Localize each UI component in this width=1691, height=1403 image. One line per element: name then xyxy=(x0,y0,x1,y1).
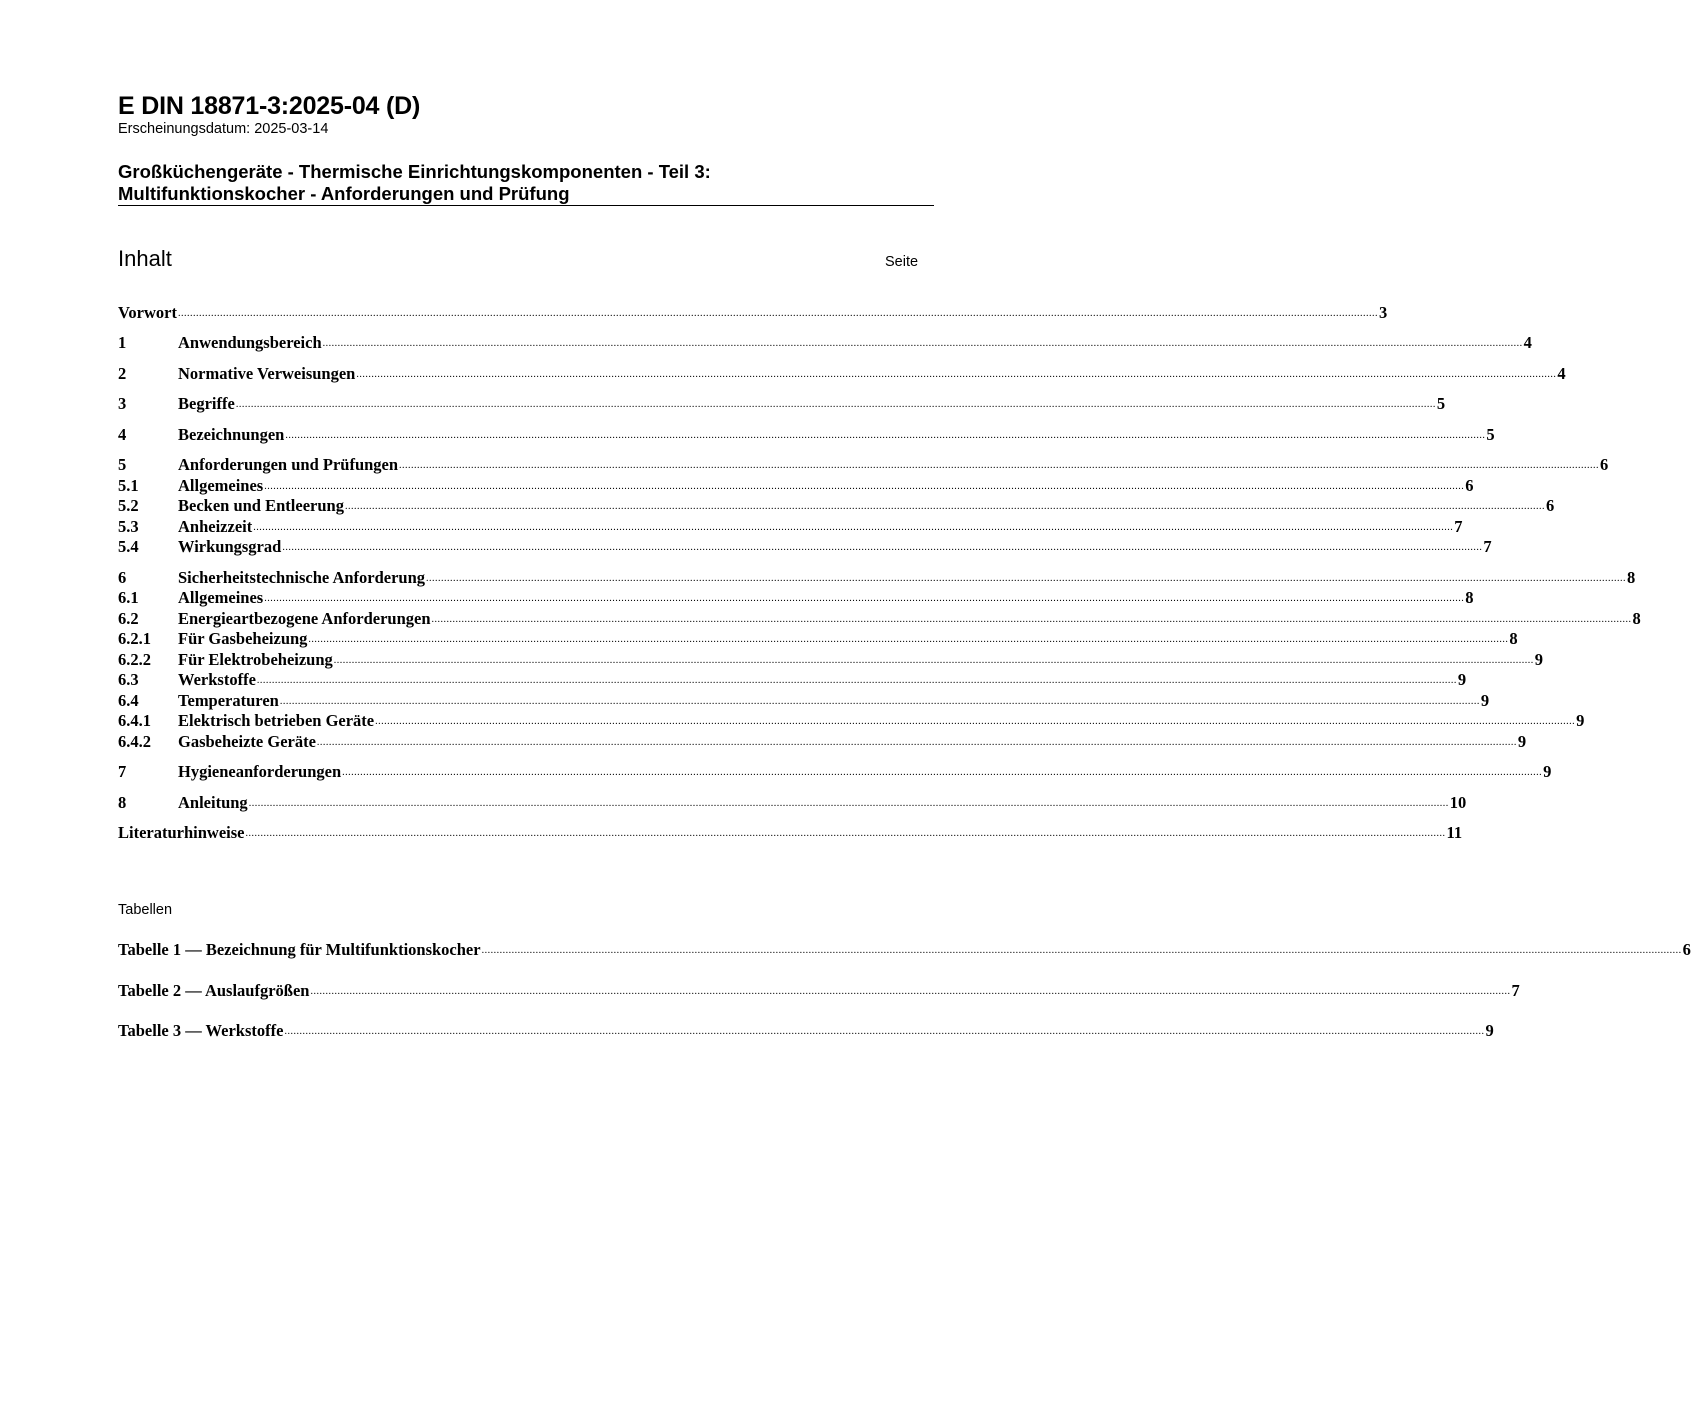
toc-entry-number: 5.4 xyxy=(118,537,139,556)
toc-entry-page: 9 xyxy=(1543,762,1552,781)
toc-entry[interactable] xyxy=(118,608,1641,628)
table-entry-page: 6 xyxy=(1682,940,1691,959)
toc-entry-title: Allgemeines xyxy=(178,476,264,495)
toc-entry-leader: ................................................................................................................................................................................................................................................................................................................................................................................................................ xyxy=(285,430,1486,441)
tables-heading: Tabellen xyxy=(118,902,173,918)
toc-entry-leader: ................................................................................................................................................................................................................................................................................................................................................................................................................ xyxy=(253,522,1454,533)
toc-entry-title: Für Elektrobeheizung xyxy=(178,650,333,669)
table-entry-title: Tabelle 1 — Bezeichnung für Multifunktionskocher xyxy=(118,940,481,959)
toc-entry-page: 8 xyxy=(1509,629,1518,648)
toc-entry-title: Sicherheitstechnische Anforderung xyxy=(178,568,426,587)
table-entry-leader: ................................................................................................................................................................................................................................................................................................................................................................................................................ xyxy=(284,1026,1485,1037)
toc-entry-number: 6.4.1 xyxy=(118,711,151,730)
toc-entry[interactable] xyxy=(118,516,1463,536)
toc-entry[interactable] xyxy=(118,628,1518,648)
toc-entry-leader: ................................................................................................................................................................................................................................................................................................................................................................................................................ xyxy=(375,716,1576,727)
toc-entry-page: 5 xyxy=(1486,425,1495,444)
toc-entry-number: 3 xyxy=(118,394,127,413)
toc-entry-leader: ................................................................................................................................................................................................................................................................................................................................................................................................................ xyxy=(316,737,1517,748)
toc-entry-leader: ................................................................................................................................................................................................................................................................................................................................................................................................................ xyxy=(245,828,1446,839)
toc-entry-page: 9 xyxy=(1480,691,1490,710)
table-entry-title: Tabelle 3 — Werkstoffe xyxy=(118,1021,284,1040)
toc-entry-leader: ................................................................................................................................................................................................................................................................................................................................................................................................................ xyxy=(308,634,1509,645)
document-title-line-2: Multifunktionskocher - Anforderungen und Prüfung xyxy=(118,183,570,204)
toc-entry-page: 6 xyxy=(1600,455,1609,474)
toc-entry-page: 10 xyxy=(1449,793,1467,812)
toc-entry-leader: ................................................................................................................................................................................................................................................................................................................................................................................................................ xyxy=(264,481,1465,492)
toc-entry-title: Vorwort xyxy=(118,303,177,322)
toc-entry-title: Anleitung xyxy=(178,793,248,812)
toc-entry-page: 4 xyxy=(1523,333,1532,352)
toc-entry[interactable] xyxy=(118,454,1609,474)
toc-entry-page: 7 xyxy=(1483,537,1492,556)
toc-entry-title: Allgemeines xyxy=(178,588,264,607)
toc-entry-number: 6.2.1 xyxy=(118,629,151,648)
table-entry[interactable] xyxy=(118,980,1520,1000)
toc-entry[interactable] xyxy=(118,587,1474,607)
toc-entry[interactable] xyxy=(118,690,1490,710)
toc-entry-number: 7 xyxy=(118,762,127,781)
toc-entry[interactable] xyxy=(118,649,1544,669)
toc-entry-page: 11 xyxy=(1446,823,1463,842)
toc-entry-page: 8 xyxy=(1632,609,1641,628)
toc-entry-leader: ................................................................................................................................................................................................................................................................................................................................................................................................................ xyxy=(333,655,1534,666)
toc-entry-page: 9 xyxy=(1576,711,1585,730)
toc-entry[interactable] xyxy=(118,731,1527,751)
toc-entry-leader: ................................................................................................................................................................................................................................................................................................................................................................................................................ xyxy=(356,369,1557,380)
toc-entry-leader: ................................................................................................................................................................................................................................................................................................................................................................................................................ xyxy=(426,573,1627,584)
toc-entry-title: Für Gasbeheizung xyxy=(178,629,308,648)
toc-entry-number: 1 xyxy=(118,333,127,352)
toc-entry[interactable] xyxy=(118,669,1467,689)
toc-entry-leader: ................................................................................................................................................................................................................................................................................................................................................................................................................ xyxy=(177,308,1378,319)
toc-entry-number: 6.4.2 xyxy=(118,732,151,751)
toc-entry-title: Becken und Entleerung xyxy=(178,496,344,515)
toc-entry-leader: ................................................................................................................................................................................................................................................................................................................................................................................................................ xyxy=(279,696,1480,707)
toc-entry-number: 5.1 xyxy=(118,476,139,495)
publication-date: Erscheinungsdatum: 2025-03-14 xyxy=(118,121,329,137)
toc-entry[interactable] xyxy=(118,424,1495,444)
toc-entry-page: 6 xyxy=(1465,476,1474,495)
toc-entry-number: 6.4 xyxy=(118,691,139,710)
toc-entry-title: Gasbeheizte Geräte xyxy=(178,732,316,751)
toc-entry-title: Temperaturen xyxy=(178,691,279,710)
table-entry-title: Tabelle 2 — Auslaufgrößen xyxy=(118,981,310,1000)
toc-entry-page: 4 xyxy=(1557,364,1566,383)
toc-entry-number: 6 xyxy=(118,568,127,587)
toc-entry-leader: ................................................................................................................................................................................................................................................................................................................................................................................................................ xyxy=(282,542,1483,553)
table-entry-leader: ................................................................................................................................................................................................................................................................................................................................................................................................................ xyxy=(310,986,1511,997)
toc-heading: Inhalt xyxy=(118,246,172,271)
toc-entry-number: 5.2 xyxy=(118,496,139,515)
toc-entry-title: Literaturhinweise xyxy=(118,823,245,842)
table-entry-page: 7 xyxy=(1511,981,1520,1000)
toc-entry[interactable] xyxy=(118,792,1467,812)
toc-entry-leader: ................................................................................................................................................................................................................................................................................................................................................................................................................ xyxy=(431,614,1632,625)
toc-entry-title: Bezeichnungen xyxy=(178,425,285,444)
document-id: E DIN 18871-3:2025-04 (D) xyxy=(118,92,421,120)
toc-entry[interactable] xyxy=(118,475,1474,495)
toc-entry[interactable] xyxy=(118,567,1636,587)
toc-entry-page: 9 xyxy=(1457,670,1467,689)
toc-entry-number: 4 xyxy=(118,425,127,444)
title-divider xyxy=(118,205,934,206)
toc-entry-leader: ................................................................................................................................................................................................................................................................................................................................................................................................................ xyxy=(248,798,1449,809)
toc-entry-title: Anwendungsbereich xyxy=(178,333,322,352)
toc-entry-number: 2 xyxy=(118,364,127,383)
toc-entry-title: Energieartbezogene Anforderungen xyxy=(178,609,431,628)
toc-entry[interactable] xyxy=(118,363,1566,383)
toc-entry-title: Anheizzeit xyxy=(178,517,253,536)
toc-entry[interactable] xyxy=(118,710,1585,730)
toc-entry-page: 7 xyxy=(1454,517,1463,536)
toc-entry[interactable] xyxy=(118,332,1532,352)
toc-entry-number: 6.2 xyxy=(118,609,139,628)
toc-entry-leader: ................................................................................................................................................................................................................................................................................................................................................................................................................ xyxy=(399,460,1600,471)
toc-entry-leader: ................................................................................................................................................................................................................................................................................................................................................................................................................ xyxy=(256,675,1457,686)
toc-entry[interactable] xyxy=(118,761,1552,781)
toc-entry-number: 5 xyxy=(118,455,127,474)
toc-entry[interactable] xyxy=(118,536,1492,556)
toc-entry-title: Anforderungen und Prüfungen xyxy=(178,455,399,474)
toc-entry-title: Begriffe xyxy=(178,394,235,413)
toc-entry-leader: ................................................................................................................................................................................................................................................................................................................................................................................................................ xyxy=(235,399,1436,410)
toc-entry-title: Werkstoffe xyxy=(178,670,256,689)
toc-entry[interactable] xyxy=(118,822,1463,842)
table-entry-page: 9 xyxy=(1485,1021,1494,1040)
toc-entry-page: 5 xyxy=(1436,394,1446,413)
toc-entry-leader: ................................................................................................................................................................................................................................................................................................................................................................................................................ xyxy=(344,501,1545,512)
toc-entry[interactable] xyxy=(118,393,1446,413)
table-entry[interactable] xyxy=(118,939,1691,959)
toc-entry-page: 8 xyxy=(1627,568,1636,587)
toc-entry-title: Hygieneanforderungen xyxy=(178,762,342,781)
document-title-line-1: Großküchengeräte - Thermische Einrichtungskomponenten - Teil 3: xyxy=(118,161,711,182)
toc-entry-leader: ................................................................................................................................................................................................................................................................................................................................................................................................................ xyxy=(322,338,1523,349)
toc-entry-number: 6.1 xyxy=(118,588,139,607)
toc-entry-title: Wirkungsgrad xyxy=(178,537,282,556)
toc-entry-page: 8 xyxy=(1465,588,1474,607)
toc-entry-leader: ................................................................................................................................................................................................................................................................................................................................................................................................................ xyxy=(264,593,1465,604)
toc-entry-page: 9 xyxy=(1517,732,1527,751)
toc-entry-title: Normative Verweisungen xyxy=(178,364,356,383)
toc-entry-page: 9 xyxy=(1534,650,1544,669)
toc-entry-page: 3 xyxy=(1378,303,1388,322)
page-column-label: Seite xyxy=(885,254,919,270)
toc-entry-number: 8 xyxy=(118,793,127,812)
table-entry-leader: ................................................................................................................................................................................................................................................................................................................................................................................................................ xyxy=(481,945,1682,956)
toc-entry-number: 6.2.2 xyxy=(118,650,151,669)
toc-entry-page: 6 xyxy=(1545,496,1555,515)
toc-entry-leader: ................................................................................................................................................................................................................................................................................................................................................................................................................ xyxy=(342,767,1543,778)
toc-entry[interactable] xyxy=(118,495,1555,515)
toc-entry-title: Elektrisch betrieben Geräte xyxy=(178,711,375,730)
table-entry[interactable] xyxy=(118,1020,1494,1040)
toc-entry-number: 6.3 xyxy=(118,670,139,689)
toc-entry[interactable] xyxy=(118,302,1388,322)
toc-entry-number: 5.3 xyxy=(118,517,139,536)
